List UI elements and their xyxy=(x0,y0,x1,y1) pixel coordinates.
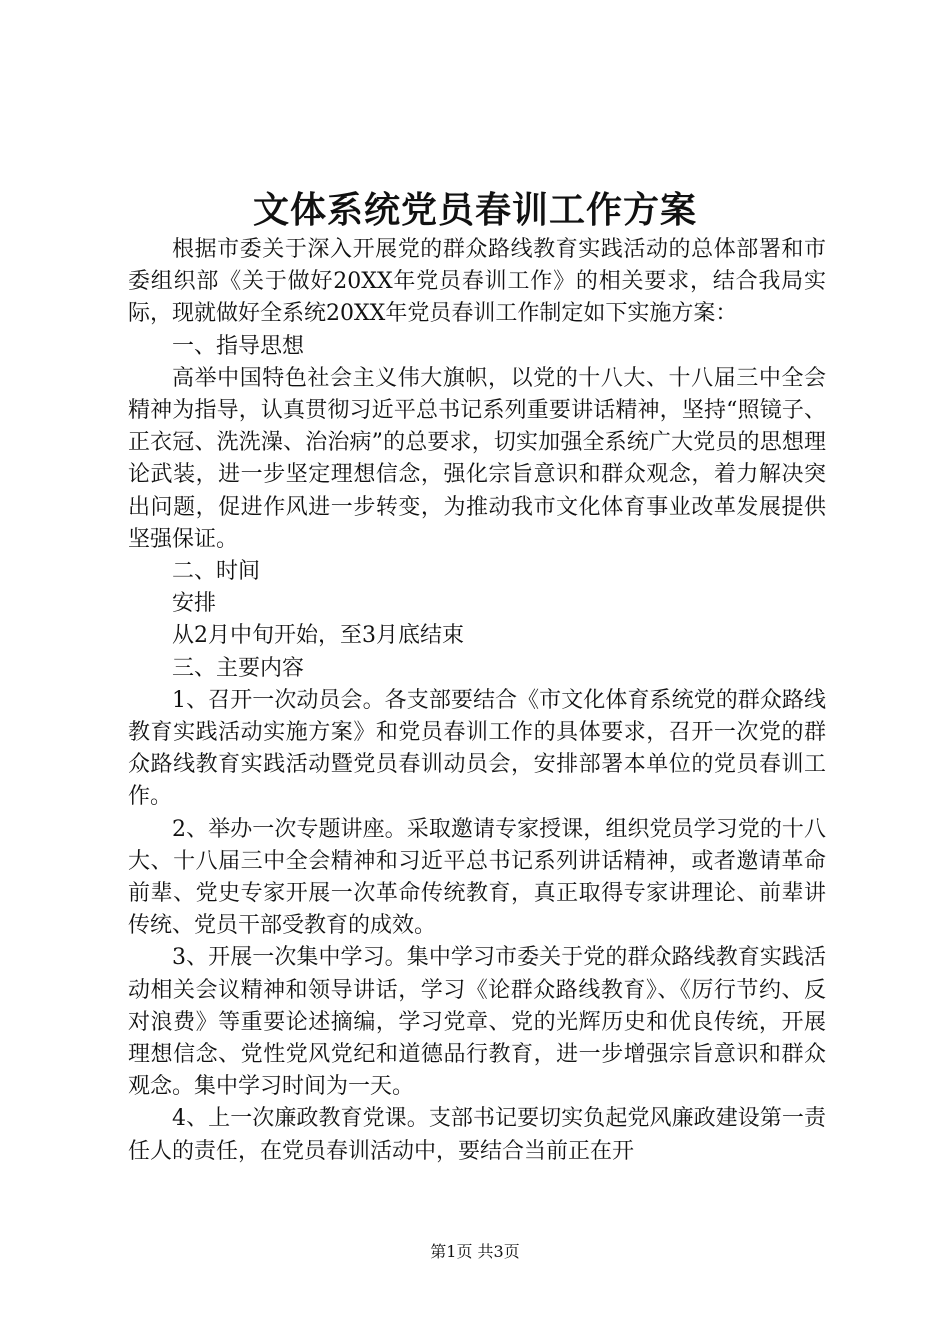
paragraph-item-3: 3、开展一次集中学习。集中学习市委关于党的群众路线教育实践活动相关会议精神和领导讲话，学习《论群众路线教育》、《厉行节约、反对浪费》等重要论述摘编，学习党章、党的光辉历史和优良传统，开展理想信念、党性党风党纪和道德品行教育，进一步增强宗旨意识和群众观念。集中学习时间为一天。 xyxy=(128,945,826,1100)
paragraph-item-4: 4、上一次廉政教育党课。支部书记要切实负起党风廉政建设第一责任人的责任，在党员春训活动中，要结合当前正在开 xyxy=(128,1106,826,1164)
paragraph-guiding-ideology: 高举中国特色社会主义伟大旗帜，以党的十八大、十八届三中全会精神为指导，认真贯彻习近平总书记系列重要讲话精神，坚持“照镜子、正衣冠、洗洗澡、治治病”的总要求，切实加强全系统广大党员的思想理论武装，进一步坚定理想信念，强化宗旨意识和群众观念，着力解决突出问题，促进作风进一步转变，为推动我市文化体育事业改革发展提供坚强保证。 xyxy=(128,365,826,552)
paragraph-time-range: 从2月中旬开始，至3月底结束 xyxy=(172,623,464,649)
paragraph-item-1: 1、召开一次动员会。各支部要结合《市文化体育系统党的群众路线教育实践活动实施方案》和党员春训工作的具体要求，召开一次党的群众路线教育实践活动暨党员春训动员会，安排部署本单位的党员春训工作。 xyxy=(128,687,826,810)
heading-arrangement: 安排 xyxy=(172,591,217,617)
page-footer: 第1页 共3页 xyxy=(430,1242,520,1261)
heading-main-content: 三、主要内容 xyxy=(172,655,305,681)
paragraph-item-2: 2、举办一次专题讲座。采取邀请专家授课，组织党员学习党的十八大、十八届三中全会精神和习近平总书记系列讲话精神，或者邀请革命前辈、党史专家开展一次革命传统教育，真正取得专家讲理论、前辈讲传统、党员干部受教育的成效。 xyxy=(128,816,826,939)
document-title: 文体系统党员春训工作方案 xyxy=(252,189,697,231)
paragraph-intro: 根据市委关于深入开展党的群众路线教育实践活动的总体部署和市委组织部《关于做好20XX年党员春训工作》的相关要求，结合我局实际，现就做好全系统20XX年党员春训工作制定如下实施方案： xyxy=(128,237,826,327)
document-body xyxy=(128,234,826,1168)
heading-time: 二、时间 xyxy=(172,559,261,585)
heading-guiding-ideology: 一、指导思想 xyxy=(172,333,305,359)
